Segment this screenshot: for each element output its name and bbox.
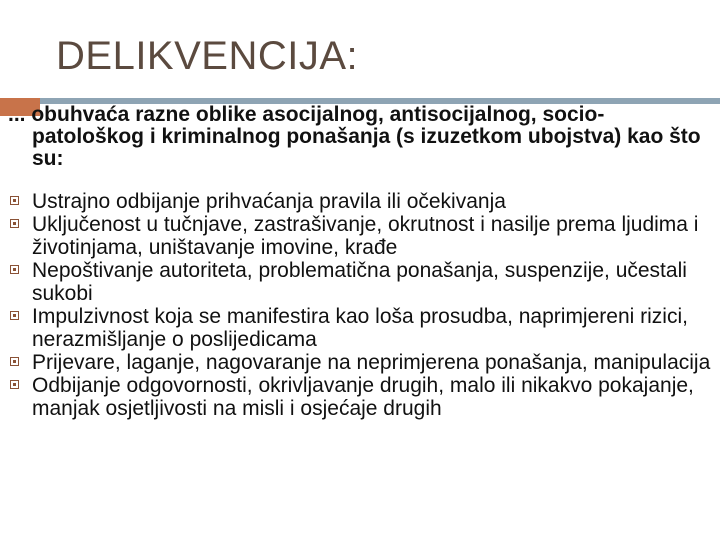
square-bullet-icon	[10, 219, 19, 228]
square-bullet-icon	[10, 380, 19, 389]
slide-title: DELIKVENCIJA:	[56, 34, 359, 78]
list-item	[8, 305, 712, 351]
intro-paragraph	[8, 104, 708, 170]
list-item	[8, 351, 712, 374]
list-item-text: Impulzivnost koja se manifestira kao loša prosudba, naprimjereni rizici, nerazmišljanje o poslijedicama	[32, 305, 688, 351]
list-item	[8, 213, 712, 259]
square-bullet-icon	[10, 311, 19, 320]
list-item	[8, 374, 712, 420]
square-bullet-icon	[10, 265, 19, 274]
bullet-list	[8, 190, 712, 420]
list-item-text: Nepoštivanje autoriteta, problematična ponašanja, suspenzije, učestali sukobi	[32, 259, 687, 305]
square-bullet-icon	[10, 196, 19, 205]
list-item	[8, 259, 712, 305]
list-item	[8, 190, 712, 213]
list-item-text: Odbijanje odgovornosti, okrivljavanje drugih, malo ili nikakvo pokajanje, manjak osjetljivosti na misli i osjećaje drugih	[32, 374, 694, 420]
square-bullet-icon	[10, 357, 19, 366]
list-item-text: Prijevare, laganje, nagovaranje na neprimjerena ponašanja, manipulacija	[32, 351, 711, 374]
intro-text: ... obuhvaća razne oblike asocijalnog, antisocijalnog, socio-patološkog i kriminalnog ponašanja (s izuzetkom ubojstva) kao što su:	[8, 103, 701, 170]
list-item-text: Ustrajno odbijanje prihvaćanja pravila ili očekivanja	[32, 190, 506, 213]
list-item-text: Uključenost u tučnjave, zastrašivanje, okrutnost i nasilje prema ljudima i životinjama, uništavanje imovine, krađe	[32, 213, 699, 259]
